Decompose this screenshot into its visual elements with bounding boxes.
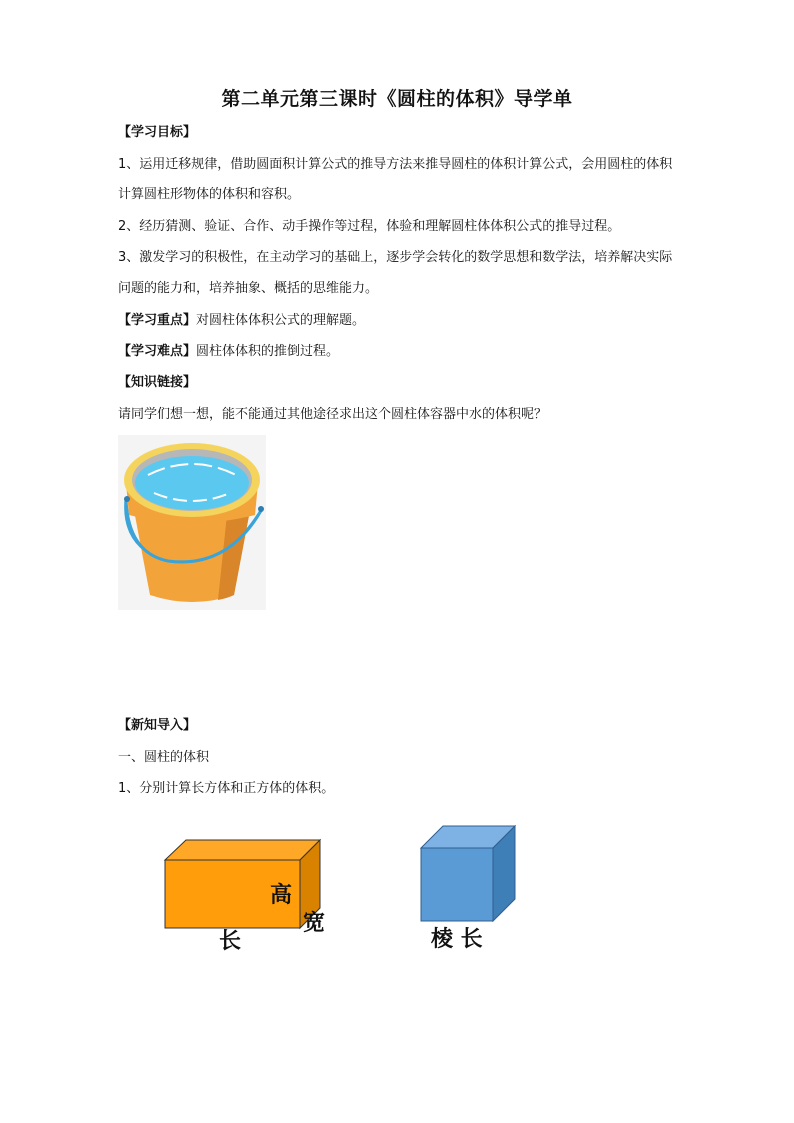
goal-3-line-2: 问题的能力和，培养抽象、概括的思维能力。	[118, 281, 379, 296]
key-point-text: 对圆柱体体积公式的理解题。	[196, 313, 366, 328]
goals-heading: 【学习目标】	[118, 125, 197, 140]
goal-1-line-2: 计算圆柱形物体的体积和容积。	[118, 187, 301, 202]
cuboid-height-label: 高	[270, 883, 293, 908]
handle-hinge-left	[124, 496, 130, 502]
key-point	[118, 311, 365, 331]
cube-front-face	[421, 848, 493, 921]
subsection-cylinder-volume: 一、圆柱的体积	[118, 750, 210, 765]
handle-hinge-right	[258, 506, 264, 512]
goal-1-line-1: 1、运用迁移规律，借助圆面积计算公式的推导方法来推导圆柱的体积计算公式，会用圆柱的体积	[118, 157, 673, 172]
knowledge-heading: 【知识链接】	[118, 375, 197, 390]
goal-2: 2、经历猜测、验证、合作、动手操作等过程，体验和理解圆柱体体积公式的推导过程。	[118, 219, 621, 234]
key-point-label: 【学习重点】	[118, 313, 197, 328]
cuboid-width-label: 宽	[303, 911, 326, 936]
page-title: 第二单元第三课时《圆柱的体积》导学单	[221, 88, 573, 110]
goal-3-line-1: 3、激发学习的积极性，在主动学习的基础上，逐步学会转化的数学思想和数学法，培养解决实际	[118, 250, 673, 265]
task-1: 1、分别计算长方体和正方体的体积。	[118, 781, 335, 796]
difficulty-label: 【学习难点】	[118, 344, 197, 359]
knowledge-question: 请同学们想一想，能不能通过其他途径求出这个圆柱体容器中水的体积呢？	[118, 407, 548, 422]
difficulty-text: 圆柱体体积的推倒过程。	[196, 344, 340, 359]
cuboid-length-label: 长	[219, 929, 242, 954]
new-knowledge-heading: 【新知导入】	[118, 718, 197, 733]
water-surface	[135, 456, 249, 510]
cuboid-figure	[160, 835, 340, 960]
cube-edge-label: 棱 长	[431, 927, 483, 952]
cuboid-top-face	[165, 840, 320, 860]
bucket-illustration	[118, 435, 266, 610]
difficulty	[118, 342, 339, 362]
